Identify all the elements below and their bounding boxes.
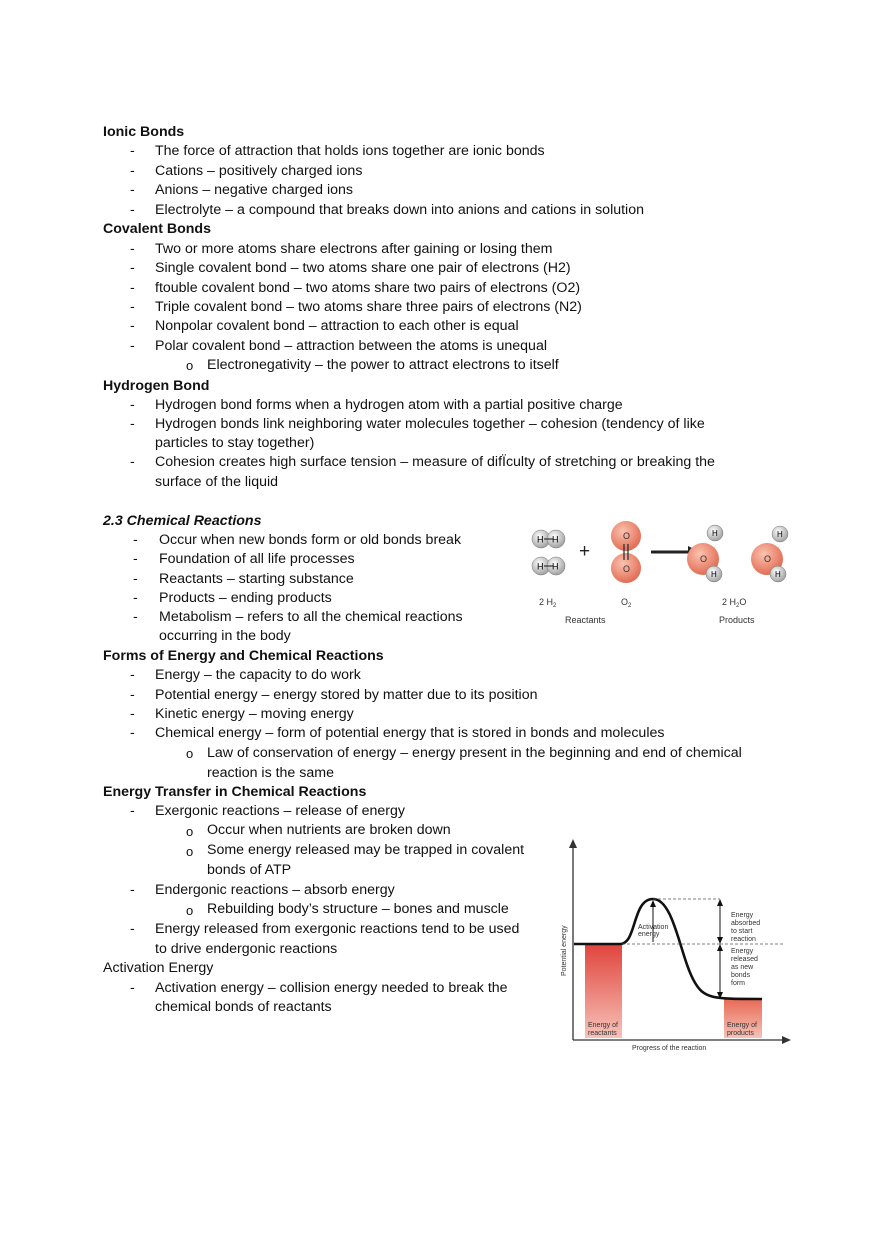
- absorbed-label: absorbed: [731, 920, 761, 927]
- list-item: Nonpolar covalent bond – attraction to each other is equal: [155, 318, 519, 334]
- bullet-dash: -: [130, 260, 135, 276]
- released-arrow-up-icon: [717, 944, 723, 951]
- bullet-dash: -: [130, 397, 135, 413]
- bullet-dash: -: [130, 182, 135, 198]
- o2-molecule: [611, 521, 641, 583]
- x-axis-arrow-icon: [782, 1036, 791, 1044]
- list-item-continuation: chemical bonds of reactants: [155, 999, 332, 1015]
- sub-list-item: Law of conservation of energy – energy present in the beginning and end of chemical: [207, 745, 742, 761]
- list-item: Energy released from exergonic reactions tend to be used: [155, 921, 520, 937]
- bullet-dash: -: [130, 667, 135, 683]
- bullet-dash: -: [133, 532, 138, 548]
- list-item-continuation: to drive endergonic reactions: [155, 941, 338, 957]
- released-label: released: [731, 956, 758, 963]
- activation-label: Activation: [638, 924, 669, 931]
- list-item: Polar covalent bond – attraction between the atoms is unequal: [155, 338, 547, 354]
- atom-label: H: [552, 561, 559, 572]
- formula-subscript: 2: [736, 603, 740, 609]
- sub-list-item: Occur when nutrients are broken down: [207, 822, 451, 838]
- bullet-circle: o: [186, 844, 194, 859]
- activation-label: energy: [638, 931, 660, 938]
- section-heading-energy-transfer: Energy Transfer in Chemical Reactions: [103, 784, 367, 800]
- list-item: Exergonic reactions – release of energy: [155, 803, 405, 819]
- list-item: Occur when new bonds form or old bonds break: [159, 532, 462, 548]
- y-axis-label: Potential energy: [561, 925, 568, 976]
- h2-molecule: [532, 557, 565, 575]
- formula-text: 2 H: [539, 597, 554, 607]
- list-item: Anions – negative charged ions: [155, 182, 353, 198]
- products-energy-label: Energy of: [727, 1022, 757, 1029]
- bullet-dash: -: [130, 725, 135, 741]
- absorbed-label: Energy: [731, 912, 754, 919]
- activation-energy-diagram: [552, 836, 792, 1054]
- sub-list-item: Some energy released may be trapped in covalent: [207, 842, 525, 858]
- bullet-dash: -: [133, 551, 138, 567]
- activation-arrow-icon: [650, 900, 656, 907]
- list-item: Electrolyte – a compound that breaks down into anions and cations in solution: [155, 202, 644, 218]
- list-item: Cations – positively charged ions: [155, 163, 363, 179]
- list-item: Hydrogen bond forms when a hydrogen atom with a partial positive charge: [155, 397, 623, 413]
- bullet-dash: -: [130, 980, 135, 996]
- formula-o2: [621, 597, 632, 609]
- bullet-dash: -: [130, 416, 135, 432]
- list-item: Kinetic energy – moving energy: [155, 706, 354, 722]
- section-heading-chemical-reactions: 2.3 Chemical Reactions: [103, 513, 262, 529]
- atom-label: H: [777, 530, 783, 539]
- y-axis-arrow-icon: [569, 839, 577, 848]
- reactants-energy-label: reactants: [588, 1030, 617, 1037]
- list-item: Chemical energy – form of potential energy that is stored in bonds and molecules: [155, 725, 665, 741]
- formula-h2o: [722, 597, 746, 609]
- products-energy-label: products: [727, 1030, 754, 1037]
- atom-label: H: [711, 570, 717, 579]
- plus-sign: +: [579, 541, 591, 562]
- bullet-circle: o: [186, 746, 194, 761]
- list-item: Products – ending products: [159, 590, 332, 606]
- absorbed-label: to start: [731, 928, 753, 935]
- bullet-dash: -: [133, 571, 138, 587]
- bullet-dash: -: [130, 882, 135, 898]
- list-item: ftouble covalent bond – two atoms share two pairs of electrons (O2): [155, 280, 581, 296]
- atom-label: H: [552, 534, 559, 545]
- absorbed-arrow-down-icon: [717, 937, 723, 944]
- section-heading-covalent-bonds: Covalent Bonds: [103, 221, 211, 237]
- reactants-label: Reactants: [565, 615, 606, 625]
- list-item: Reactants – starting substance: [159, 571, 354, 587]
- bullet-dash: -: [133, 609, 138, 625]
- atom-label: O: [764, 554, 772, 564]
- bullet-dash: -: [130, 299, 135, 315]
- bullet-dash: -: [130, 454, 135, 470]
- released-label: bonds: [731, 972, 751, 979]
- list-item: Triple covalent bond – two atoms share three pairs of electrons (N2): [155, 299, 582, 315]
- bullet-dash: -: [130, 280, 135, 296]
- absorbed-arrow-up-icon: [717, 899, 723, 906]
- section-heading-activation-energy: Activation Energy: [103, 960, 214, 976]
- sub-list-item-continuation: bonds of ATP: [207, 862, 292, 878]
- bullet-dash: -: [130, 202, 135, 218]
- products-label: Products: [719, 615, 755, 625]
- sub-list-item: Rebuilding body’s structure – bones and muscle: [207, 901, 509, 917]
- bullet-circle: o: [186, 903, 194, 918]
- atom-label: O: [623, 531, 631, 541]
- bullet-dash: -: [130, 338, 135, 354]
- atom-label: H: [537, 561, 544, 572]
- h2o-molecule: [751, 526, 788, 582]
- released-label: Energy: [731, 948, 754, 955]
- atom-label: H: [712, 529, 718, 538]
- list-item: Single covalent bond – two atoms share one pair of electrons (H2): [155, 260, 571, 276]
- list-item: Endergonic reactions – absorb energy: [155, 882, 395, 898]
- released-label: as new: [731, 964, 754, 971]
- formula-text: O: [739, 597, 747, 607]
- list-item: Two or more atoms share electrons after gaining or losing them: [155, 241, 553, 257]
- list-item: Foundation of all life processes: [159, 551, 355, 567]
- sub-list-item: Electronegativity – the power to attract electrons to itself: [207, 357, 559, 373]
- section-heading-ionic-bonds: Ionic Bonds: [103, 124, 185, 140]
- bullet-dash: -: [130, 706, 135, 722]
- released-label: form: [731, 980, 745, 987]
- bullet-circle: o: [186, 824, 194, 839]
- bullet-dash: -: [130, 687, 135, 703]
- absorbed-label: reaction: [731, 936, 756, 943]
- formula-h2: [539, 597, 557, 609]
- list-item-continuation: occurring in the body: [159, 628, 291, 644]
- molecule-reaction-figure: [520, 518, 800, 630]
- formula-subscript: 2: [628, 603, 632, 609]
- section-heading-hydrogen-bond: Hydrogen Bond: [103, 378, 210, 394]
- reactants-energy-label: Energy of: [588, 1022, 618, 1029]
- atom-label: H: [775, 570, 781, 579]
- h2o-molecule: [687, 525, 723, 582]
- list-item: Cohesion creates high surface tension – measure of difÏculty of stretching or breaking the: [155, 454, 715, 470]
- formula-subscript: 2: [553, 603, 557, 609]
- bullet-dash: -: [130, 163, 135, 179]
- atom-label: O: [623, 564, 631, 574]
- x-axis-label: Progress of the reaction: [632, 1045, 707, 1052]
- formula-text: O: [621, 597, 629, 607]
- list-item-continuation: particles to stay together): [155, 435, 315, 451]
- list-item: Energy – the capacity to do work: [155, 667, 361, 683]
- bullet-dash: -: [130, 143, 135, 159]
- sub-list-item-continuation: reaction is the same: [207, 765, 334, 781]
- list-item-continuation: surface of the liquid: [155, 474, 279, 490]
- atom-label: H: [537, 534, 544, 545]
- bullet-dash: -: [133, 590, 138, 606]
- list-item: The force of attraction that holds ions together are ionic bonds: [155, 143, 545, 159]
- list-item: Activation energy – collision energy needed to break the: [155, 980, 508, 996]
- bullet-circle: o: [186, 358, 194, 373]
- bullet-dash: -: [130, 803, 135, 819]
- list-item: Hydrogen bonds link neighboring water molecules together – cohesion (tendency of like: [155, 416, 705, 432]
- atom-label: O: [700, 554, 708, 564]
- bullet-dash: -: [130, 921, 135, 937]
- section-heading-forms-of-energy: Forms of Energy and Chemical Reactions: [103, 648, 384, 664]
- h2-molecule: [532, 530, 565, 548]
- formula-text: 2 H: [722, 597, 737, 607]
- bullet-dash: -: [130, 241, 135, 257]
- list-item: Metabolism – refers to all the chemical reactions: [159, 609, 463, 625]
- list-item: Potential energy – energy stored by matter due to its position: [155, 687, 538, 703]
- bullet-dash: -: [130, 318, 135, 334]
